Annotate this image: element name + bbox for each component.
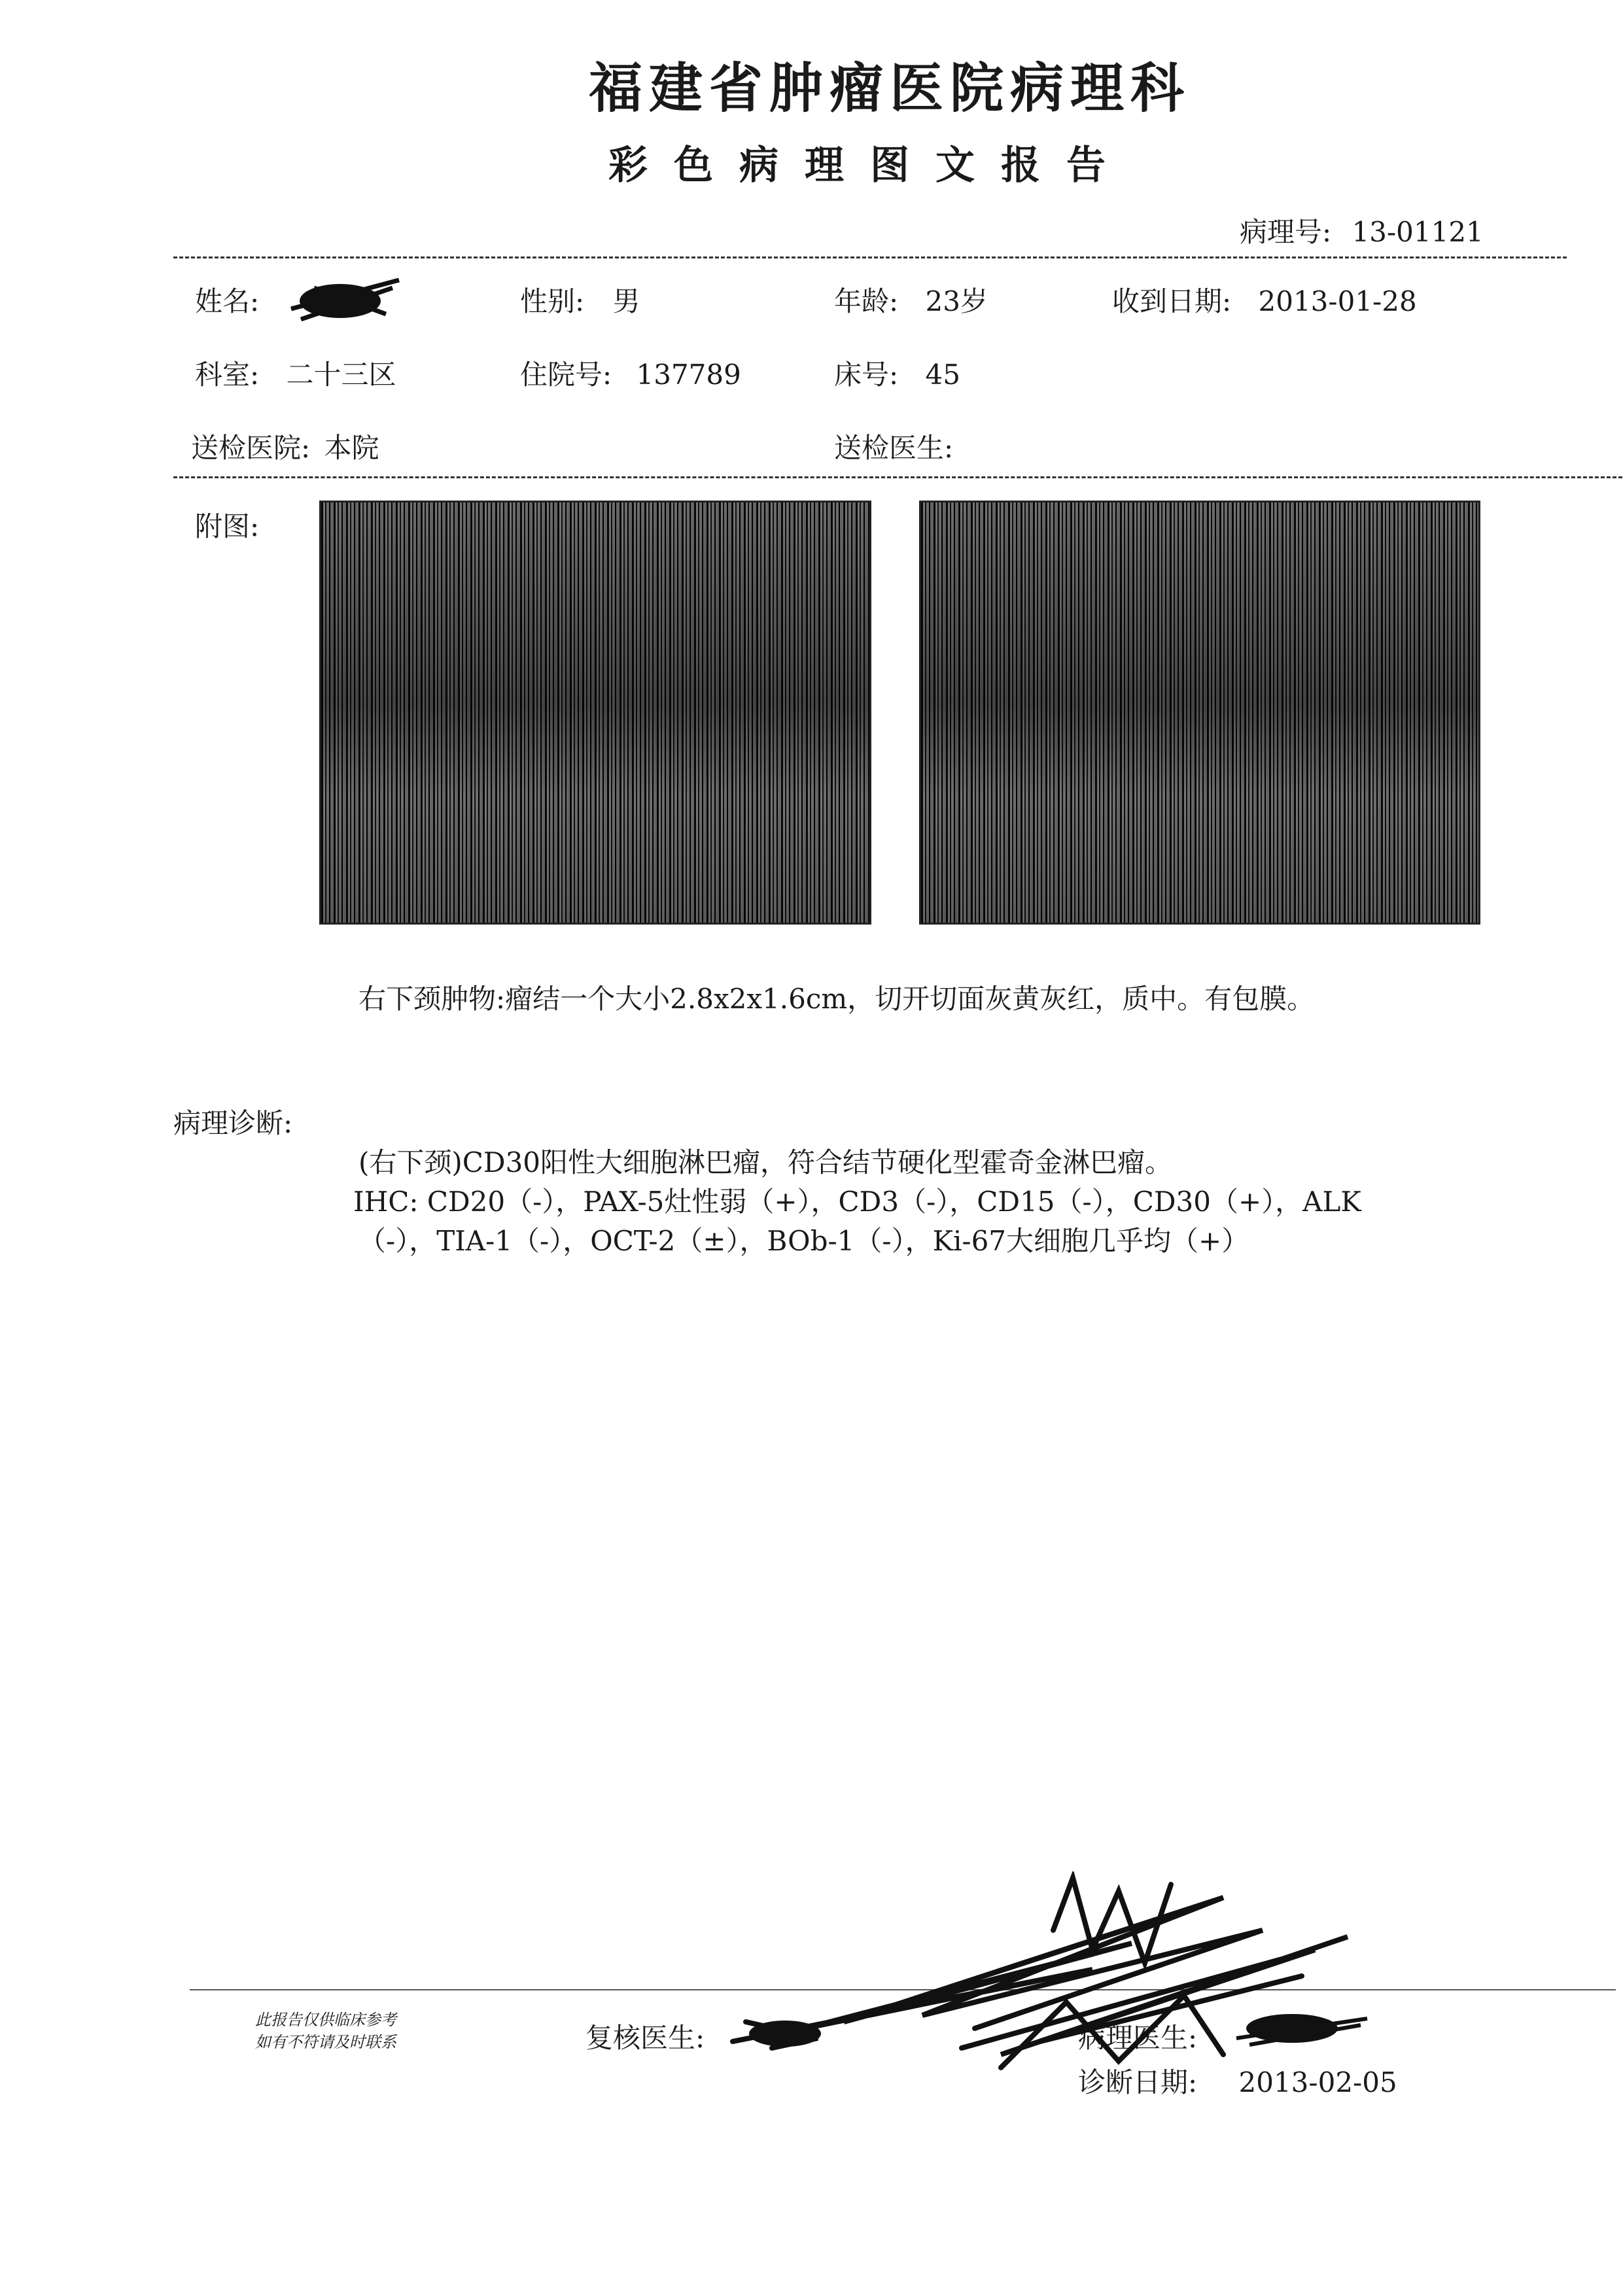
report-title: 彩色病理图文报告 (608, 143, 1132, 188)
diagnosis-line-2: IHC: CD20（-），PAX-5灶性弱（+），CD3（-），CD15（-），CD30（+），ALK (353, 1186, 1361, 1218)
sender-hospital (191, 427, 379, 466)
pathologist-signature-redaction (1230, 2002, 1380, 2055)
patient-info-divider (173, 476, 1622, 478)
diagnosis-line-1: (右下颈)CD30阳性大细胞淋巴瘤，符合结节硬化型霍奇金淋巴瘤。 (358, 1146, 1173, 1178)
inpatient-number (520, 353, 741, 393)
inpatient-number-value: 137789 (636, 359, 741, 391)
disclaimer-note (255, 2009, 396, 2053)
department-label: 科室: (195, 359, 260, 391)
name-redaction (288, 268, 406, 327)
patient-sex (520, 280, 640, 319)
age-value: 23岁 (925, 285, 988, 317)
diagnosis-label: 病理诊断: (173, 1107, 293, 1139)
age-label: 年龄: (834, 285, 899, 317)
bed-number (834, 353, 960, 393)
pathology-image-right (919, 501, 1480, 925)
images-label: 附图: (195, 510, 260, 542)
hospital-title: 福建省肿瘤医院病理科 (589, 57, 1191, 120)
inpatient-number-label: 住院号: (520, 359, 612, 391)
bed-number-value: 45 (925, 359, 960, 391)
reviewer-doctor-label: 复核医生: (585, 2022, 705, 2054)
patient-name (195, 280, 259, 319)
department-value: 二十三区 (286, 359, 396, 391)
pathology-number-value: 13-01121 (1352, 216, 1484, 248)
received-date-label: 收到日期: (1112, 285, 1232, 317)
patient-department (195, 353, 396, 393)
sex-label: 性别: (520, 285, 585, 317)
disclaimer-line-1: 此报告仅供临床参考 (255, 2011, 396, 2029)
sender-doctor-label: 送检医生: (834, 432, 954, 464)
header-divider (173, 256, 1567, 258)
pathologist-label: 病理医生: (1078, 2022, 1198, 2054)
received-date (1112, 280, 1417, 319)
pathology-image-left (319, 501, 871, 925)
disclaimer-line-2: 如有不符请及时联系 (255, 2033, 396, 2051)
specimen-caption: 右下颈肿物:瘤结一个大小2.8x2x1.6cm，切开切面灰黄灰红，质中。有包膜。 (358, 983, 1315, 1015)
diagnosis-date-value: 2013-02-05 (1238, 2066, 1397, 2098)
sex-value: 男 (612, 285, 640, 317)
sender-doctor (834, 427, 953, 466)
reviewer-signature-redaction (739, 2009, 831, 2055)
bed-number-label: 床号: (834, 359, 899, 391)
pathology-number (1240, 211, 1484, 250)
diagnosis-line-3: （-），TIA-1（-），OCT-2（±），BOb-1（-），Ki-67大细胞几乎均（+） (358, 1225, 1249, 1257)
reviewer-doctor (585, 2017, 705, 2056)
received-date-value: 2013-01-28 (1258, 285, 1417, 317)
pathology-number-label: 病理号: (1240, 216, 1332, 248)
patient-name-label: 姓名: (195, 285, 260, 317)
sender-hospital-label: 送检医院: (191, 432, 311, 464)
patient-age (834, 280, 988, 319)
signature-scribble (726, 1871, 1367, 2087)
sender-hospital-value: 本院 (324, 432, 379, 464)
diagnosis-date-label: 诊断日期: (1078, 2066, 1198, 2098)
